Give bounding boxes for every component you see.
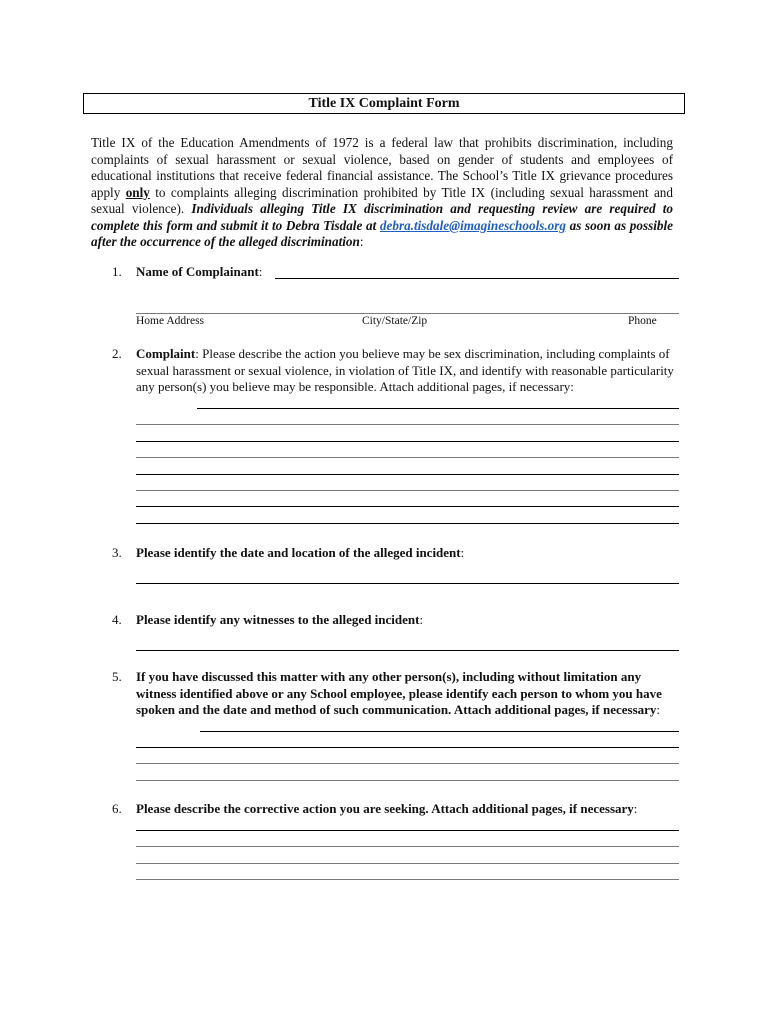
q5-text <box>136 669 679 719</box>
complaint-answer-line-3[interactable] <box>136 441 679 442</box>
complaint-answer-line-4[interactable] <box>136 457 679 458</box>
complainant-name-field[interactable] <box>275 278 679 279</box>
q3-text <box>136 545 679 562</box>
corrective-action-line-1[interactable] <box>136 830 679 831</box>
q1-label <box>136 264 276 281</box>
complaint-answer-line-7[interactable] <box>136 506 679 507</box>
q4-text <box>136 612 679 629</box>
q2-description: : Please describe the action you believe may be sex discrimination, including complaints of sexual harassment or sexual violence, in violation of Title IX, and identify with reasonable particularity any person(s) you believe may be responsible. Attach additional pages, if necessary: <box>136 346 674 394</box>
q3-label: Please identify the date and location of the alleged incident <box>136 545 461 560</box>
intro-emphasis-end: as soon as possible after the occurrence of the alleged discrimination <box>91 217 673 249</box>
q3-number: 3. <box>112 545 122 560</box>
corrective-action-line-3[interactable] <box>136 863 679 864</box>
complaint-answer-line-8[interactable] <box>136 523 679 524</box>
complaint-answer-line-6[interactable] <box>136 490 679 491</box>
q1-label-text: Name of Complainant <box>136 264 259 279</box>
q2-number: 2. <box>112 346 122 361</box>
witnesses-field[interactable] <box>136 650 679 651</box>
form-title: Title IX Complaint Form <box>83 93 685 114</box>
intro-emphasis-text: Individuals alleging Title IX discrimination and requesting review are required to complete this form and submit it to Debra Tisdale at <box>91 201 673 233</box>
q5-colon: : <box>656 702 661 717</box>
intro-only-word: only <box>125 184 150 200</box>
discussion-answer-line-4[interactable] <box>136 780 679 781</box>
q6-label: Please describe the corrective action you are seeking. Attach additional pages, if necessary <box>136 801 634 816</box>
q5-label: If you have discussed this matter with any other person(s), including without limitation any witness identified above or any School employee, please identify each person to whom you have spoken and the date and method of such communication. Attach additional pages, if necessary <box>136 669 662 717</box>
q4-number: 4. <box>112 612 122 627</box>
phone-label: Phone <box>628 315 657 327</box>
home-address-label: Home Address <box>136 315 205 327</box>
complainant-contact-field[interactable] <box>136 313 679 314</box>
discussion-answer-line-3[interactable] <box>136 763 679 764</box>
q4-colon: : <box>419 612 424 627</box>
q1-colon: : <box>258 264 263 279</box>
intro-text-1: Title IX of the Education Amendments of 1972 is a federal law that prohibits discrimination, including complaints of sexual harassment or sexual violence, based on gender of students and employees of educational institutions that receive federal financial assistance. The School’s Title IX grievance procedures apply <box>91 135 673 200</box>
q3-colon: : <box>460 545 465 560</box>
q2-label: Complaint <box>136 346 196 361</box>
complaint-answer-line-1[interactable] <box>197 408 679 409</box>
intro-paragraph <box>91 135 673 251</box>
incident-date-location-field[interactable] <box>136 583 679 584</box>
corrective-action-line-4[interactable] <box>136 879 679 880</box>
city-state-zip-label: City/State/Zip <box>362 315 428 327</box>
discussion-answer-line-1[interactable] <box>200 731 679 732</box>
q6-number: 6. <box>112 801 122 816</box>
q6-text <box>136 801 679 818</box>
intro-text-2: to complaints alleging discrimination prohibited by Title IX (including sexual harassment and sexual violence). <box>91 184 673 216</box>
discussion-answer-line-2[interactable] <box>136 747 679 748</box>
complaint-answer-line-2[interactable] <box>136 424 679 425</box>
intro-colon: : <box>359 234 364 249</box>
q6-colon: : <box>633 801 638 816</box>
complaint-answer-line-5[interactable] <box>136 474 679 475</box>
corrective-action-line-2[interactable] <box>136 846 679 847</box>
q1-number: 1. <box>112 264 122 279</box>
q2-text <box>136 346 679 396</box>
contact-email-link[interactable]: debra.tisdale@imagineschools.org <box>379 217 566 233</box>
q4-label: Please identify any witnesses to the alleged incident <box>136 612 420 627</box>
q5-number: 5. <box>112 669 122 684</box>
